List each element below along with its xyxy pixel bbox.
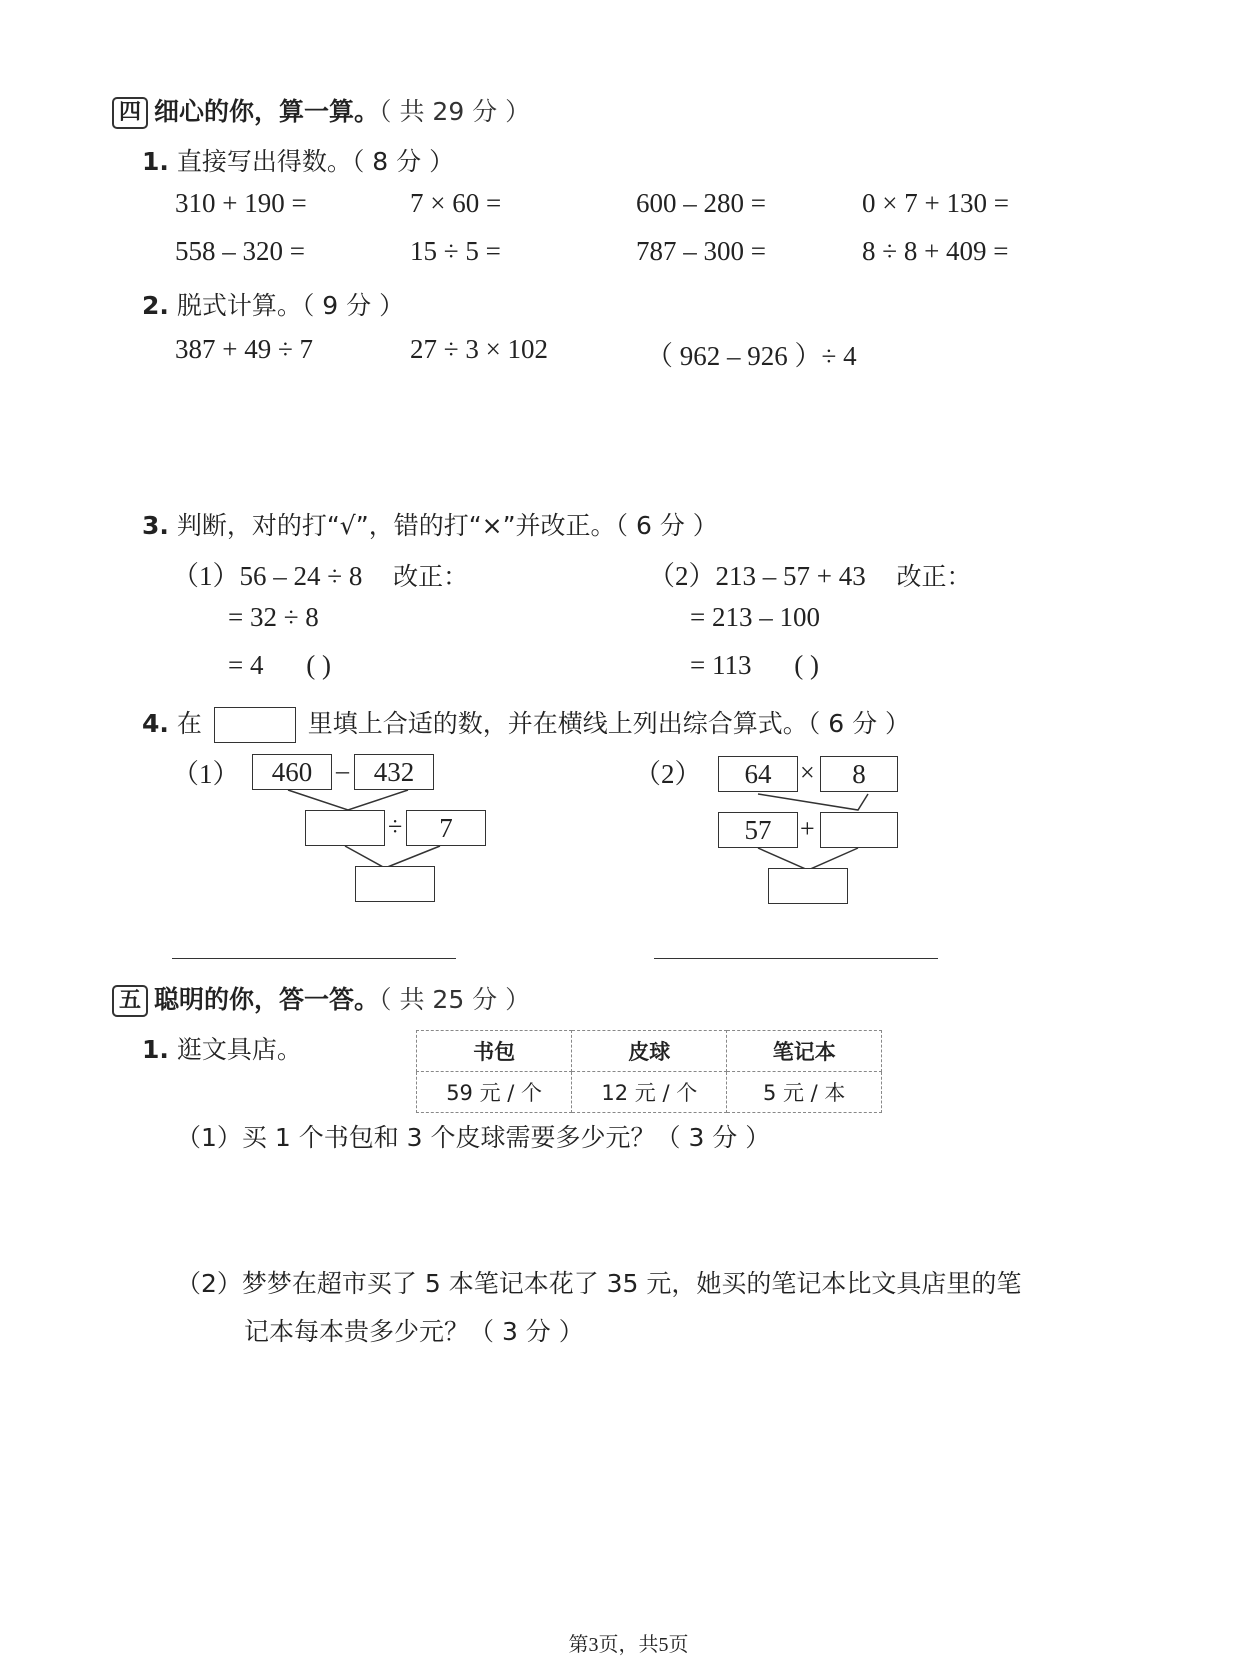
q1-item: 600 – 280 = bbox=[636, 188, 766, 218]
q4-right-blank-1[interactable] bbox=[820, 812, 898, 848]
q4-number: 4. bbox=[142, 709, 169, 738]
section-5-title: 聪明的你，答一答。 bbox=[154, 985, 380, 1014]
q3-right-row bbox=[648, 554, 972, 593]
q1-number: 1. bbox=[142, 147, 169, 176]
price-table bbox=[416, 1030, 882, 1113]
q1-item: 310 + 190 = bbox=[175, 188, 307, 218]
section-5-heading bbox=[112, 980, 530, 1017]
q4-left-divide: ÷ bbox=[388, 812, 403, 841]
q3-left-answer-paren[interactable]: ( ) bbox=[306, 650, 331, 680]
q1-item: 7 × 60 = bbox=[410, 188, 502, 218]
q1-item: 15 ÷ 5 = bbox=[410, 236, 501, 266]
s5-q1-text: 逛文具店。 bbox=[176, 1035, 302, 1064]
q4-left-box-460: 460 bbox=[252, 754, 332, 790]
q4-left-box-7: 7 bbox=[406, 810, 486, 846]
q3-right-step2-row bbox=[690, 650, 819, 681]
q1-prompt bbox=[142, 142, 454, 178]
q4-right-box-8: 8 bbox=[820, 756, 898, 792]
price-table-header bbox=[417, 1031, 882, 1072]
s5-q1-prompt bbox=[142, 1030, 302, 1066]
q4-left-blank-result[interactable] bbox=[355, 866, 435, 902]
q4-right-times: × bbox=[800, 758, 815, 787]
q3-text: 判断，对的打“√”，错的打“×”并改正。（ 6 分 ） bbox=[176, 511, 718, 540]
q3-right-label: （2） bbox=[648, 561, 716, 591]
q4-left-minus: – bbox=[336, 756, 349, 785]
s5-q1-sub2-line1: （2）梦梦在超市买了 5 本笔记本花了 35 元，她买的笔记本比文具店里的笔 bbox=[176, 1269, 1022, 1298]
section-5-points: （ 共 25 分 ） bbox=[379, 985, 531, 1014]
q2-prompt bbox=[142, 286, 404, 322]
q3-left-expr: 56 – 24 ÷ 8 bbox=[239, 561, 363, 591]
q4-left-answer-line[interactable] bbox=[172, 958, 456, 959]
q3-right-fix: 改正： bbox=[896, 562, 972, 591]
q4-right-blank-result[interactable] bbox=[768, 868, 848, 904]
price-cell: 5 元 / 本 bbox=[727, 1072, 882, 1113]
q2-item: 27 ÷ 3 × 102 bbox=[410, 334, 549, 364]
q1-item: 0 × 7 + 130 = bbox=[862, 188, 1009, 218]
q4-right-label: （2） bbox=[634, 759, 702, 789]
s5-q1-sub1: （1）买 1 个书包和 3 个皮球需要多少元？（ 3 分 ） bbox=[176, 1123, 771, 1152]
q1-item: 558 – 320 = bbox=[175, 236, 305, 266]
q3-left-label: （1） bbox=[172, 561, 240, 591]
q4-left-label: （1） bbox=[172, 759, 240, 789]
price-cell: 12 元 / 个 bbox=[572, 1072, 727, 1113]
price-header-cell: 书包 bbox=[417, 1031, 572, 1072]
q4-right-box-64: 64 bbox=[718, 756, 798, 792]
q3-right-expr: 213 – 57 + 43 bbox=[715, 561, 866, 591]
q4-prompt bbox=[142, 704, 910, 743]
q1-item: 787 – 300 = bbox=[636, 236, 766, 266]
q4-sample-box bbox=[214, 707, 296, 743]
q3-left-step2: = 4 bbox=[228, 650, 264, 680]
q4-post: 里填上合适的数，并在横线上列出综合算式。（ 6 分 ） bbox=[307, 709, 911, 738]
q3-prompt bbox=[142, 506, 718, 542]
q1-text: 直接写出得数。（ 8 分 ） bbox=[176, 147, 455, 176]
section-4-points: （ 共 29 分 ） bbox=[379, 97, 531, 126]
q2-item: 387 + 49 ÷ 7 bbox=[175, 334, 314, 364]
price-cell: 59 元 / 个 bbox=[417, 1072, 572, 1113]
q3-right-step2: = 113 bbox=[690, 650, 752, 680]
price-table-row bbox=[417, 1072, 882, 1113]
section-4-title: 细心的你，算一算。 bbox=[154, 97, 380, 126]
q3-right-answer-paren[interactable]: ( ) bbox=[794, 650, 819, 680]
section-4-badge: 四 bbox=[112, 97, 148, 129]
section-4-heading bbox=[112, 92, 530, 129]
section-5-badge: 五 bbox=[112, 985, 148, 1017]
s5-q1-number: 1. bbox=[142, 1035, 169, 1064]
q4-pre: 在 bbox=[176, 709, 202, 738]
price-header-cell: 皮球 bbox=[572, 1031, 727, 1072]
q2-text: 脱式计算。（ 9 分 ） bbox=[176, 291, 405, 320]
page-footer: 第3页，共5页 bbox=[568, 1634, 689, 1656]
q4-left-box-432: 432 bbox=[354, 754, 434, 790]
q4-right-plus: + bbox=[800, 814, 815, 843]
price-header-cell: 笔记本 bbox=[727, 1031, 882, 1072]
q4-right-box-57: 57 bbox=[718, 812, 798, 848]
q2-number: 2. bbox=[142, 291, 169, 320]
s5-q1-sub2-line2: 记本每本贵多少元？（ 3 分 ） bbox=[244, 1317, 584, 1346]
q1-item: 8 ÷ 8 + 409 = bbox=[862, 236, 1009, 266]
q3-left-step2-row bbox=[228, 650, 331, 681]
q3-left-fix: 改正： bbox=[393, 562, 469, 591]
q4-right-answer-line[interactable] bbox=[654, 958, 938, 959]
q3-left-row bbox=[172, 554, 468, 593]
q3-left-step1: = 32 ÷ 8 bbox=[228, 602, 319, 632]
q2-item: （ 962 – 926 ）÷ 4 bbox=[646, 341, 857, 371]
q3-right-step1: = 213 – 100 bbox=[690, 602, 820, 632]
q4-left-blank-1[interactable] bbox=[305, 810, 385, 846]
q3-number: 3. bbox=[142, 511, 169, 540]
